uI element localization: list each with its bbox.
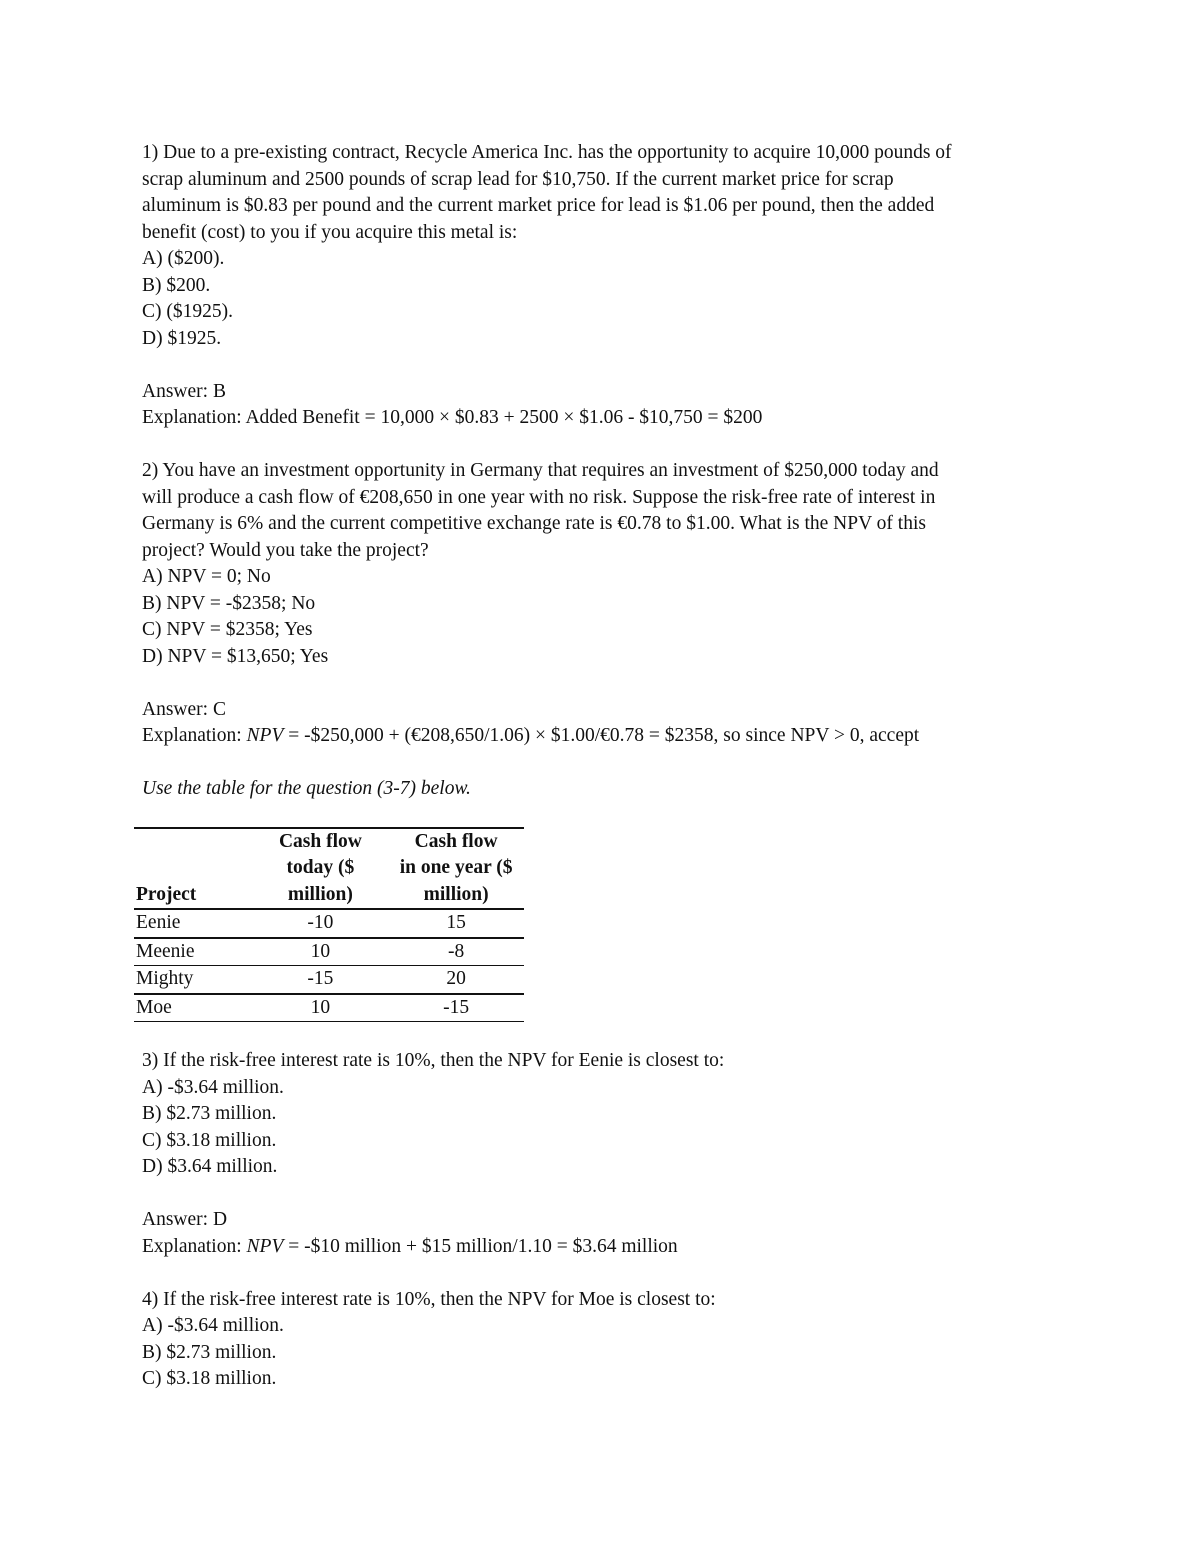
question-1-line: benefit (cost) to you if you acquire this metal is: bbox=[142, 221, 518, 243]
cash-flow-one-year: -8 bbox=[388, 938, 524, 966]
table-row bbox=[134, 909, 524, 938]
cash-flow-table bbox=[134, 827, 524, 1023]
project-name: Mighty bbox=[134, 966, 253, 994]
npv-variable: NPV bbox=[246, 1235, 284, 1257]
question-4-text: 4) If the risk-free interest rate is 10%, then the NPV for Moe is closest to: bbox=[142, 1288, 716, 1310]
question-1 bbox=[142, 140, 1042, 432]
question-1-line: scrap aluminum and 2500 pounds of scrap lead for $10,750. If the current market price for scrap bbox=[142, 168, 894, 190]
question-3-option-a: A) -$3.64 million. bbox=[142, 1076, 284, 1098]
column-header-cash-flow-one-year: Cash flow in one year ($ million) bbox=[388, 828, 524, 910]
table-row bbox=[134, 994, 524, 1022]
cash-flow-one-year: -15 bbox=[388, 994, 524, 1022]
column-header-project: Project bbox=[134, 828, 253, 910]
project-name: Eenie bbox=[134, 909, 253, 938]
question-1-line: aluminum is $0.83 per pound and the current market price for lead is $1.06 per pound, then the added bbox=[142, 195, 935, 216]
question-2-line: project? Would you take the project? bbox=[142, 539, 429, 561]
table-instruction: Use the table for the question (3-7) below. bbox=[142, 778, 471, 799]
question-2-line: Germany is 6% and the current competitive exchange rate is €0.78 to $1.00. What is the NPV of this bbox=[142, 513, 926, 534]
question-2-explanation bbox=[142, 723, 1042, 750]
question-1-answer: Answer: B bbox=[142, 380, 226, 402]
question-3 bbox=[142, 1048, 1042, 1260]
explanation-label: Explanation: bbox=[142, 1235, 247, 1257]
cash-flow-today: -10 bbox=[253, 909, 389, 938]
project-name: Meenie bbox=[134, 938, 253, 966]
question-3-text: 3) If the risk-free interest rate is 10%, then the NPV for Eenie is closest to: bbox=[142, 1050, 725, 1071]
question-3-option-d: D) $3.64 million. bbox=[142, 1156, 278, 1177]
question-1-line: 1) Due to a pre-existing contract, Recycle America Inc. has the opportunity to acquire 10,000 pounds of bbox=[142, 142, 952, 163]
question-4-option-c: C) $3.18 million. bbox=[142, 1368, 277, 1389]
question-2-line: 2) You have an investment opportunity in Germany that requires an investment of $250,000 today and bbox=[142, 460, 939, 481]
question-2-answer: Answer: C bbox=[142, 698, 226, 720]
project-name: Moe bbox=[134, 994, 253, 1022]
table-row bbox=[134, 966, 524, 994]
explanation-formula: = -$250,000 + (€208,650/1.06) × $1.00/€0.78 = $2358, so since NPV > 0, accept bbox=[283, 725, 920, 746]
npv-variable: NPV bbox=[246, 725, 284, 746]
question-2 bbox=[142, 458, 1042, 750]
question-4-option-a: A) -$3.64 million. bbox=[142, 1315, 284, 1336]
question-1-explanation: Explanation: Added Benefit = 10,000 × $0.83 + 2500 × $1.06 - $10,750 = $200 bbox=[142, 407, 763, 428]
question-2-option-d: D) NPV = $13,650; Yes bbox=[142, 645, 329, 667]
question-2-option-b: B) NPV = -$2358; No bbox=[142, 592, 316, 614]
question-3-answer: Answer: D bbox=[142, 1209, 228, 1230]
document-page bbox=[136, 140, 1042, 1393]
explanation-label: Explanation: bbox=[142, 725, 247, 746]
cash-flow-today: 10 bbox=[253, 938, 389, 966]
cash-flow-one-year: 20 bbox=[388, 966, 524, 994]
question-3-option-c: C) $3.18 million. bbox=[142, 1129, 277, 1151]
explanation-formula: = -$10 million + $15 million/1.10 = $3.64 million bbox=[283, 1235, 678, 1257]
question-2-option-c: C) NPV = $2358; Yes bbox=[142, 619, 313, 640]
cash-flow-today: 10 bbox=[253, 994, 389, 1022]
question-1-option-a: A) ($200). bbox=[142, 248, 225, 269]
cash-flow-one-year: 15 bbox=[388, 909, 524, 938]
question-2-option-a: A) NPV = 0; No bbox=[142, 566, 271, 587]
table-row bbox=[134, 938, 524, 966]
question-3-explanation bbox=[142, 1234, 1042, 1261]
question-1-option-d: D) $1925. bbox=[142, 327, 222, 349]
question-1-option-b: B) $200. bbox=[142, 274, 211, 296]
question-3-option-b: B) $2.73 million. bbox=[142, 1103, 277, 1124]
cash-flow-today: -15 bbox=[253, 966, 389, 994]
question-4 bbox=[142, 1287, 1042, 1393]
question-1-option-c: C) ($1925). bbox=[142, 301, 233, 322]
column-header-cash-flow-today: Cash flow today ($ million) bbox=[253, 828, 389, 910]
question-2-line: will produce a cash flow of €208,650 in one year with no risk. Suppose the risk-free rate of interest in bbox=[142, 486, 936, 508]
question-4-option-b: B) $2.73 million. bbox=[142, 1341, 277, 1363]
